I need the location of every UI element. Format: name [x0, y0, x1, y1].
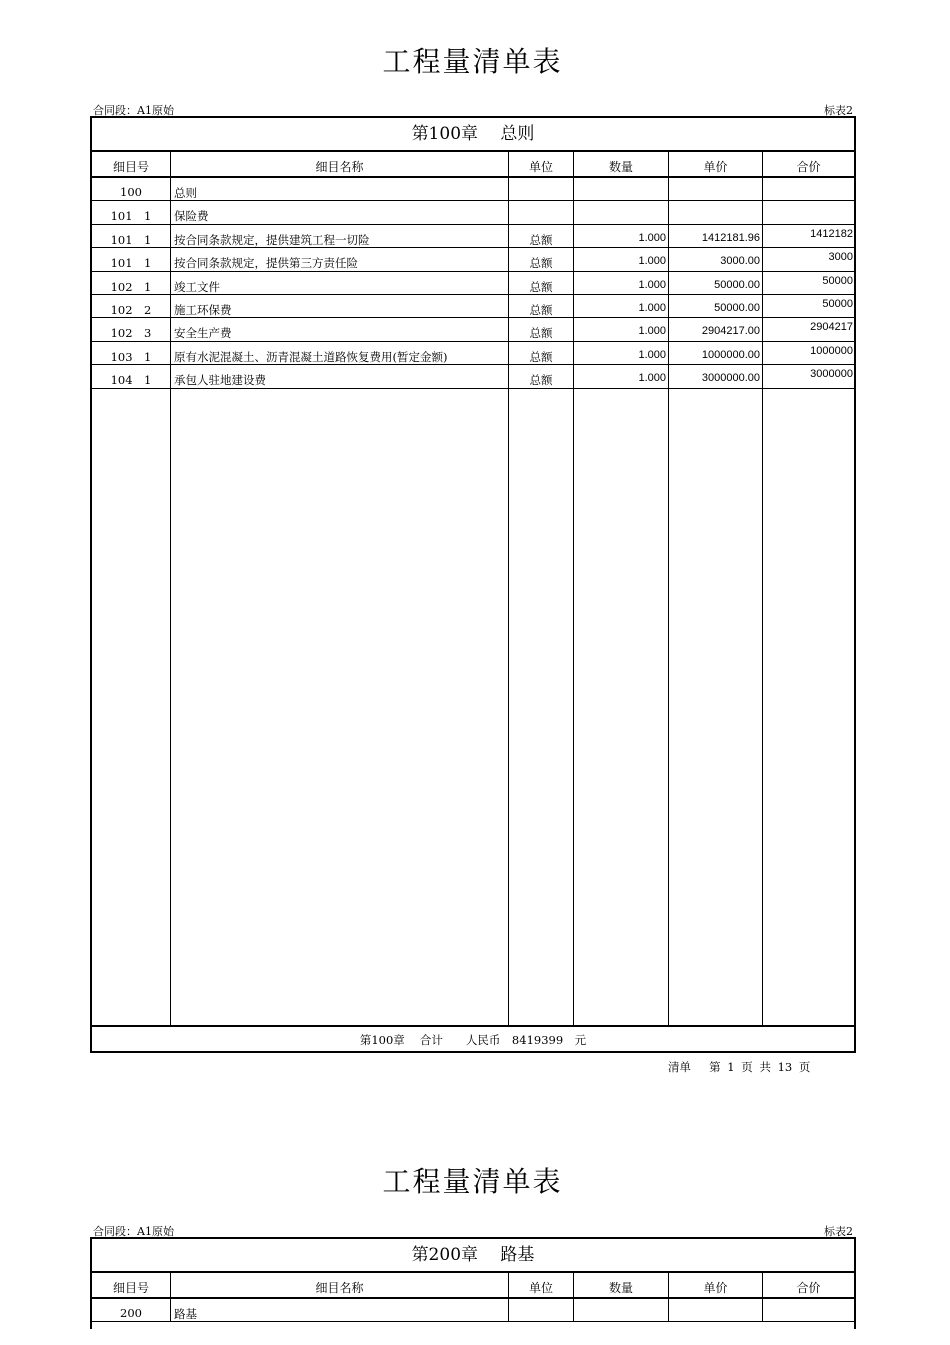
header-item-name: 细目名称 [171, 152, 509, 176]
header-unit-price: 单价 [669, 152, 763, 176]
unit-price-cell: 50000.00 [669, 295, 763, 317]
quantity-cell [574, 201, 669, 223]
table-row [92, 365, 854, 388]
contract-section-label: 合同段：A1原始 [93, 1225, 174, 1238]
table-row [92, 201, 854, 224]
table-row [92, 1299, 854, 1322]
header-quantity: 数量 [574, 1273, 669, 1297]
total-price-cell: 1412182 [810, 227, 853, 240]
quantity-cell: 1.000 [574, 342, 669, 364]
unit-price-cell: 3000.00 [669, 248, 763, 270]
unit-cell: 总额 [509, 225, 574, 247]
blank-col [763, 389, 854, 1025]
table-header [92, 152, 854, 178]
header-item-no: 细目号 [92, 1273, 171, 1297]
blank-col [509, 389, 574, 1025]
page-indicator: 清单 第 1 页 共 13 页 [668, 1060, 811, 1074]
header-unit: 单位 [509, 152, 574, 176]
table-row [92, 225, 854, 248]
blank-col [92, 389, 171, 1025]
total-price-cell: 2904217 [810, 321, 853, 334]
item-no-cell: 101 1 [92, 225, 171, 247]
unit-cell: 总额 [509, 248, 574, 270]
unit-cell: 总额 [509, 318, 574, 340]
quantity-cell: 1.000 [574, 248, 669, 270]
quantity-cell: 1.000 [574, 295, 669, 317]
unit-price-cell: 2904217.00 [669, 318, 763, 340]
item-name-cell: 总则 [171, 178, 509, 200]
unit-cell [509, 201, 574, 223]
table-row [92, 248, 854, 271]
blank-col [669, 389, 763, 1025]
form-number: 标表2 [824, 104, 853, 117]
unit-price-cell [669, 201, 763, 223]
quantity-cell: 1.000 [574, 318, 669, 340]
table-body [92, 178, 854, 389]
unit-cell [509, 178, 574, 200]
item-no-cell: 100 [92, 178, 171, 200]
unit-cell: 总额 [509, 342, 574, 364]
item-no-cell: 104 1 [92, 365, 171, 387]
item-no-cell: 102 3 [92, 318, 171, 340]
header-total-price: 合价 [796, 160, 821, 174]
item-name-cell: 保险费 [171, 201, 509, 223]
unit-price-cell: 1000000.00 [669, 342, 763, 364]
blank-col [171, 389, 509, 1025]
quantity-cell: 1.000 [574, 365, 669, 387]
unit-price-cell [669, 1299, 763, 1321]
item-name-cell: 施工环保费 [171, 295, 509, 317]
table-row [92, 318, 854, 341]
page-title: 工程量清单表 [382, 45, 563, 78]
item-no-cell: 102 2 [92, 295, 171, 317]
quantity-cell: 1.000 [574, 272, 669, 294]
unit-price-cell: 50000.00 [669, 272, 763, 294]
quantity-cell [574, 1299, 669, 1321]
item-name-cell: 承包人驻地建设费 [171, 365, 509, 387]
unit-cell [509, 1299, 574, 1321]
item-name-cell: 竣工文件 [171, 272, 509, 294]
item-name-cell: 按合同条款规定，提供建筑工程一切险 [171, 225, 509, 247]
quantity-cell: 1.000 [574, 225, 669, 247]
quantity-cell [574, 178, 669, 200]
header-item-name: 细目名称 [171, 1273, 509, 1297]
unit-cell: 总额 [509, 272, 574, 294]
chapter-total: 第100章 合计 人民币 8419399 元 [359, 1032, 587, 1047]
table-row [92, 295, 854, 318]
table-row [92, 178, 854, 201]
total-price-cell: 1000000 [810, 344, 853, 357]
item-name-cell: 路基 [171, 1299, 509, 1321]
contract-section-label: 合同段：A1原始 [93, 104, 174, 117]
item-no-cell: 103 1 [92, 342, 171, 364]
blank-col [574, 389, 669, 1025]
header-total-price: 合价 [796, 1281, 821, 1295]
total-price-cell [763, 201, 854, 223]
unit-cell: 总额 [509, 295, 574, 317]
item-name-cell: 按合同条款规定，提供第三方责任险 [171, 248, 509, 270]
bill-table [90, 116, 856, 1053]
header-quantity: 数量 [574, 152, 669, 176]
item-no-cell: 200 [92, 1299, 171, 1321]
form-number: 标表2 [824, 1225, 853, 1238]
item-name-cell: 安全生产费 [171, 318, 509, 340]
total-price-cell: 3000 [828, 251, 853, 264]
total-price-cell: 3000000 [810, 368, 853, 381]
table-blank-area [92, 389, 854, 1027]
item-no-cell: 101 1 [92, 201, 171, 223]
total-price-cell [763, 1299, 854, 1321]
chapter-heading: 第100章 总则 [92, 118, 854, 152]
page-title: 工程量清单表 [382, 1165, 563, 1198]
page-2 [0, 1120, 950, 1345]
total-price-cell [763, 178, 854, 200]
unit-cell: 总额 [509, 365, 574, 387]
item-no-cell: 101 1 [92, 248, 171, 270]
unit-price-cell [669, 178, 763, 200]
table-body [92, 1299, 854, 1322]
item-no-cell: 102 1 [92, 272, 171, 294]
table-header [92, 1273, 854, 1299]
total-price-cell: 50000 [822, 297, 853, 310]
unit-price-cell: 3000000.00 [669, 365, 763, 387]
header-unit-price: 单价 [669, 1273, 763, 1297]
item-name-cell: 原有水泥混凝土、沥青混凝土道路恢复费用(暂定金额) [171, 342, 509, 364]
unit-price-cell: 1412181.96 [669, 225, 763, 247]
header-item-no: 细目号 [92, 152, 171, 176]
bill-table [90, 1237, 856, 1329]
table-row [92, 272, 854, 295]
chapter-heading: 第200章 路基 [92, 1239, 854, 1273]
header-unit: 单位 [509, 1273, 574, 1297]
table-row [92, 342, 854, 365]
total-price-cell: 50000 [822, 274, 853, 287]
